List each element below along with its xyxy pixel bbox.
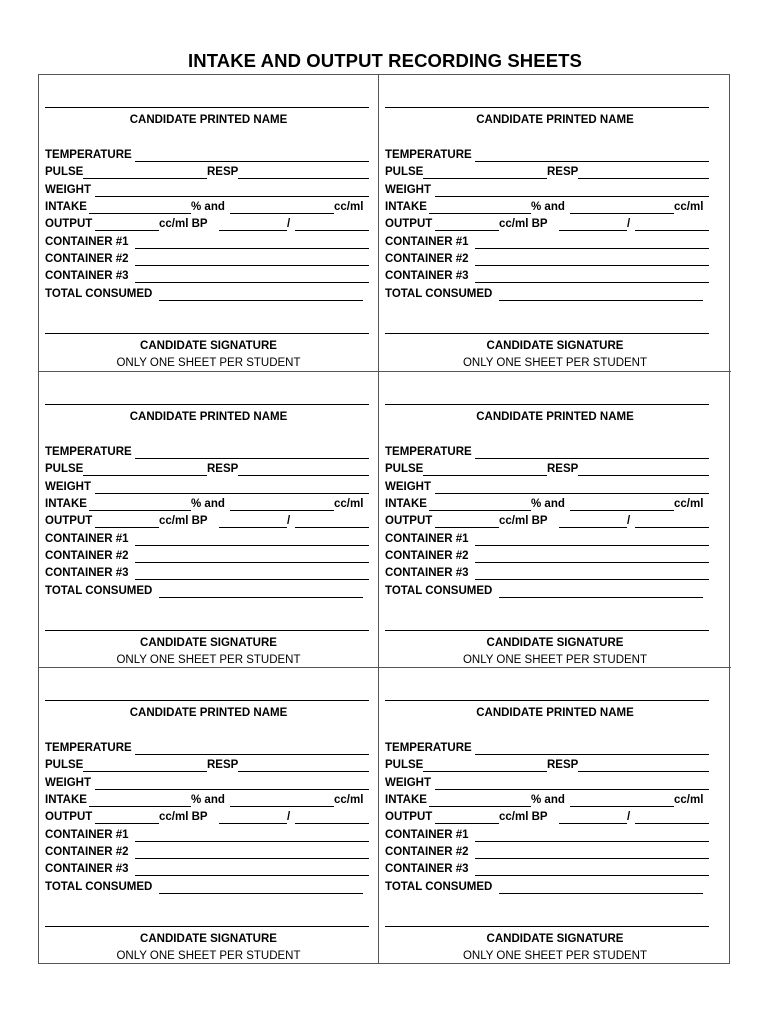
weight-row (385, 775, 709, 792)
intake-ccml-label: cc/ml (334, 498, 364, 510)
bp-systolic-field[interactable] (559, 823, 627, 824)
container2-label: CONTAINER #2 (385, 253, 469, 265)
container2-field[interactable] (475, 265, 709, 266)
weight-row (45, 479, 369, 496)
temperature-row (385, 740, 709, 757)
output-bp-row (45, 513, 369, 530)
weight-label: WEIGHT (385, 184, 431, 196)
intake-percent-field[interactable] (89, 213, 191, 214)
temperature-field[interactable] (475, 161, 709, 162)
output-bp-row (45, 809, 369, 826)
total-consumed-label: TOTAL CONSUMED (385, 288, 493, 300)
pulse-field[interactable] (423, 178, 547, 179)
weight-row (385, 479, 709, 496)
intake-percent-field[interactable] (429, 213, 531, 214)
signature-label: CANDIDATE SIGNATURE (140, 340, 277, 352)
output-ccml-bp-label: cc/ml BP (499, 811, 548, 823)
pulse-resp-row (45, 757, 369, 774)
total-consumed-label: TOTAL CONSUMED (385, 881, 493, 893)
weight-row (45, 182, 369, 199)
weight-label: WEIGHT (385, 777, 431, 789)
signature-line[interactable] (385, 926, 709, 927)
printed-name-label: CANDIDATE PRINTED NAME (476, 707, 634, 719)
intake-row (45, 199, 369, 216)
output-label: OUTPUT (45, 218, 93, 230)
intake-percent-field[interactable] (89, 806, 191, 807)
recording-card (39, 371, 379, 667)
total-consumed-field[interactable] (499, 893, 703, 894)
one-sheet-note: ONLY ONE SHEET PER STUDENT (462, 357, 648, 369)
container3-label: CONTAINER #3 (45, 567, 129, 579)
bp-systolic-field[interactable] (219, 230, 287, 231)
resp-label: RESP (547, 166, 579, 178)
output-label: OUTPUT (45, 811, 93, 823)
output-field[interactable] (435, 230, 499, 231)
weight-label: WEIGHT (45, 184, 91, 196)
container2-label: CONTAINER #2 (385, 846, 469, 858)
container3-field[interactable] (135, 282, 369, 283)
container1-row (385, 531, 709, 548)
temperature-field[interactable] (475, 458, 709, 459)
output-field[interactable] (95, 230, 159, 231)
container2-label: CONTAINER #2 (45, 253, 129, 265)
temperature-field[interactable] (135, 161, 369, 162)
pulse-label: PULSE (45, 463, 84, 475)
bp-systolic-field[interactable] (559, 230, 627, 231)
resp-label: RESP (207, 759, 239, 771)
container1-row (45, 531, 369, 548)
signature-line[interactable] (385, 630, 709, 631)
total-consumed-field[interactable] (499, 597, 703, 598)
bp-slash: / (287, 218, 291, 230)
total-consumed-row (45, 879, 369, 896)
container3-label: CONTAINER #3 (45, 270, 129, 282)
recording-card (379, 371, 731, 667)
bp-slash: / (287, 515, 291, 527)
container1-field[interactable] (475, 841, 709, 842)
intake-ccml-field[interactable] (230, 213, 334, 214)
intake-ccml-label: cc/ml (334, 794, 364, 806)
intake-ccml-label: cc/ml (674, 498, 704, 510)
container1-field[interactable] (475, 248, 709, 249)
one-sheet-note: ONLY ONE SHEET PER STUDENT (462, 950, 648, 962)
output-field[interactable] (95, 823, 159, 824)
percent-and-label: % and (191, 794, 225, 806)
intake-ccml-field[interactable] (570, 510, 674, 511)
temperature-label: TEMPERATURE (385, 149, 472, 161)
container2-row (385, 548, 709, 565)
pulse-resp-row (45, 461, 369, 478)
output-bp-row (45, 216, 369, 233)
recording-card (39, 667, 379, 963)
pulse-resp-row (385, 164, 709, 181)
intake-ccml-field[interactable] (230, 510, 334, 511)
signature-line[interactable] (385, 333, 709, 334)
recording-card (379, 667, 731, 963)
resp-field[interactable] (578, 475, 709, 476)
signature-line[interactable] (45, 630, 369, 631)
bp-systolic-field[interactable] (559, 527, 627, 528)
resp-label: RESP (207, 166, 239, 178)
signature-label: CANDIDATE SIGNATURE (140, 933, 277, 945)
printed-name-line[interactable] (45, 700, 369, 701)
total-consumed-label: TOTAL CONSUMED (385, 585, 493, 597)
printed-name-label: CANDIDATE PRINTED NAME (476, 411, 634, 423)
weight-field[interactable] (95, 493, 369, 494)
total-consumed-field[interactable] (159, 597, 363, 598)
container1-row (385, 827, 709, 844)
pulse-resp-row (45, 164, 369, 181)
intake-label: INTAKE (385, 794, 427, 806)
temperature-label: TEMPERATURE (45, 446, 132, 458)
recording-sheet-grid (38, 74, 730, 964)
temperature-row (385, 444, 709, 461)
bp-slash: / (627, 218, 631, 230)
total-consumed-label: TOTAL CONSUMED (45, 288, 153, 300)
container1-label: CONTAINER #1 (45, 829, 129, 841)
intake-label: INTAKE (45, 201, 87, 213)
container2-field[interactable] (475, 858, 709, 859)
intake-percent-field[interactable] (89, 510, 191, 511)
container1-field[interactable] (135, 545, 369, 546)
weight-row (385, 182, 709, 199)
pulse-field[interactable] (83, 475, 207, 476)
intake-ccml-field[interactable] (570, 213, 674, 214)
container3-field[interactable] (475, 282, 709, 283)
pulse-label: PULSE (385, 759, 424, 771)
printed-name-label: CANDIDATE PRINTED NAME (129, 707, 288, 719)
container3-field[interactable] (135, 579, 369, 580)
intake-ccml-label: cc/ml (334, 201, 364, 213)
intake-row (45, 496, 369, 513)
container3-row (45, 565, 369, 582)
one-sheet-note: ONLY ONE SHEET PER STUDENT (116, 654, 301, 666)
container2-field[interactable] (135, 858, 369, 859)
resp-field[interactable] (578, 178, 709, 179)
printed-name-label: CANDIDATE PRINTED NAME (129, 114, 288, 126)
pulse-field[interactable] (423, 475, 547, 476)
intake-row (385, 496, 709, 513)
bp-slash: / (287, 811, 291, 823)
container3-row (385, 268, 709, 285)
total-consumed-row (385, 879, 709, 896)
total-consumed-label: TOTAL CONSUMED (45, 585, 153, 597)
container1-label: CONTAINER #1 (385, 236, 469, 248)
output-ccml-bp-label: cc/ml BP (499, 218, 548, 230)
container3-label: CONTAINER #3 (45, 863, 129, 875)
temperature-row (385, 147, 709, 164)
intake-label: INTAKE (385, 498, 427, 510)
pulse-field[interactable] (423, 771, 547, 772)
printed-name-line[interactable] (385, 404, 709, 405)
weight-label: WEIGHT (385, 481, 431, 493)
output-ccml-bp-label: cc/ml BP (159, 218, 208, 230)
temperature-field[interactable] (135, 754, 369, 755)
temperature-field[interactable] (135, 458, 369, 459)
intake-ccml-field[interactable] (230, 806, 334, 807)
temperature-row (45, 740, 369, 757)
container1-row (385, 234, 709, 251)
weight-row (45, 775, 369, 792)
intake-label: INTAKE (45, 498, 87, 510)
temperature-field[interactable] (475, 754, 709, 755)
container3-label: CONTAINER #3 (385, 567, 469, 579)
container1-field[interactable] (475, 545, 709, 546)
total-consumed-field[interactable] (499, 300, 703, 301)
percent-and-label: % and (191, 201, 225, 213)
signature-label: CANDIDATE SIGNATURE (486, 933, 624, 945)
temperature-label: TEMPERATURE (45, 149, 132, 161)
total-consumed-row (45, 583, 369, 600)
container2-label: CONTAINER #2 (45, 550, 129, 562)
output-ccml-bp-label: cc/ml BP (159, 811, 208, 823)
container2-row (45, 251, 369, 268)
output-label: OUTPUT (385, 515, 433, 527)
resp-label: RESP (207, 463, 239, 475)
container1-label: CONTAINER #1 (45, 236, 129, 248)
weight-field[interactable] (95, 789, 369, 790)
bp-systolic-field[interactable] (219, 527, 287, 528)
printed-name-line[interactable] (45, 107, 369, 108)
container3-field[interactable] (475, 579, 709, 580)
pulse-label: PULSE (45, 759, 84, 771)
one-sheet-note: ONLY ONE SHEET PER STUDENT (462, 654, 648, 666)
output-bp-row (385, 809, 709, 826)
container2-row (45, 844, 369, 861)
recording-card (39, 75, 379, 371)
printed-name-label: CANDIDATE PRINTED NAME (476, 114, 634, 126)
container3-field[interactable] (135, 875, 369, 876)
weight-field[interactable] (435, 789, 709, 790)
output-bp-row (385, 216, 709, 233)
printed-name-line[interactable] (385, 107, 709, 108)
percent-and-label: % and (191, 498, 225, 510)
weight-field[interactable] (435, 196, 709, 197)
bp-diastolic-field[interactable] (295, 527, 369, 528)
container3-row (45, 268, 369, 285)
bp-systolic-field[interactable] (219, 823, 287, 824)
recording-card (379, 75, 731, 371)
resp-field[interactable] (238, 178, 369, 179)
intake-percent-field[interactable] (429, 806, 531, 807)
weight-field[interactable] (95, 196, 369, 197)
page-title: INTAKE AND OUTPUT RECORDING SHEETS (188, 50, 582, 71)
intake-row (45, 792, 369, 809)
container3-label: CONTAINER #3 (385, 270, 469, 282)
pulse-label: PULSE (385, 463, 424, 475)
signature-label: CANDIDATE SIGNATURE (486, 340, 624, 352)
container3-row (45, 861, 369, 878)
container3-label: CONTAINER #3 (385, 863, 469, 875)
container1-label: CONTAINER #1 (385, 533, 469, 545)
signature-line[interactable] (45, 333, 369, 334)
resp-field[interactable] (578, 771, 709, 772)
weight-label: WEIGHT (45, 777, 91, 789)
container2-field[interactable] (135, 562, 369, 563)
output-ccml-bp-label: cc/ml BP (159, 515, 208, 527)
pulse-label: PULSE (385, 166, 424, 178)
one-sheet-note: ONLY ONE SHEET PER STUDENT (116, 950, 301, 962)
container3-field[interactable] (475, 875, 709, 876)
total-consumed-field[interactable] (159, 893, 363, 894)
container3-row (385, 861, 709, 878)
intake-ccml-label: cc/ml (674, 201, 704, 213)
one-sheet-note: ONLY ONE SHEET PER STUDENT (116, 357, 301, 369)
output-label: OUTPUT (385, 811, 433, 823)
intake-row (385, 199, 709, 216)
temperature-row (45, 444, 369, 461)
total-consumed-row (385, 583, 709, 600)
temperature-label: TEMPERATURE (385, 446, 472, 458)
container1-field[interactable] (135, 841, 369, 842)
output-bp-row (385, 513, 709, 530)
printed-name-line[interactable] (385, 700, 709, 701)
percent-and-label: % and (531, 794, 565, 806)
bp-diastolic-field[interactable] (295, 230, 369, 231)
bp-diastolic-field[interactable] (635, 823, 709, 824)
container3-row (385, 565, 709, 582)
container2-row (45, 548, 369, 565)
container2-field[interactable] (135, 265, 369, 266)
temperature-row (45, 147, 369, 164)
container2-label: CONTAINER #2 (385, 550, 469, 562)
output-field[interactable] (435, 527, 499, 528)
total-consumed-label: TOTAL CONSUMED (45, 881, 153, 893)
intake-percent-field[interactable] (429, 510, 531, 511)
weight-field[interactable] (435, 493, 709, 494)
pulse-resp-row (385, 757, 709, 774)
weight-label: WEIGHT (45, 481, 91, 493)
signature-label: CANDIDATE SIGNATURE (140, 637, 277, 649)
signature-line[interactable] (45, 926, 369, 927)
bp-diastolic-field[interactable] (635, 230, 709, 231)
container1-row (45, 234, 369, 251)
resp-field[interactable] (238, 771, 369, 772)
printed-name-line[interactable] (45, 404, 369, 405)
pulse-resp-row (385, 461, 709, 478)
temperature-label: TEMPERATURE (385, 742, 472, 754)
total-consumed-row (45, 286, 369, 303)
pulse-field[interactable] (83, 178, 207, 179)
signature-label: CANDIDATE SIGNATURE (486, 637, 624, 649)
printed-name-label: CANDIDATE PRINTED NAME (129, 411, 288, 423)
intake-label: INTAKE (45, 794, 87, 806)
intake-ccml-field[interactable] (570, 806, 674, 807)
pulse-field[interactable] (83, 771, 207, 772)
pulse-label: PULSE (45, 166, 84, 178)
total-consumed-row (385, 286, 709, 303)
container1-label: CONTAINER #1 (45, 533, 129, 545)
container2-field[interactable] (475, 562, 709, 563)
temperature-label: TEMPERATURE (45, 742, 132, 754)
intake-label: INTAKE (385, 201, 427, 213)
intake-ccml-label: cc/ml (674, 794, 704, 806)
resp-label: RESP (547, 759, 579, 771)
output-field[interactable] (95, 527, 159, 528)
bp-diastolic-field[interactable] (635, 527, 709, 528)
container1-row (45, 827, 369, 844)
container2-row (385, 251, 709, 268)
container2-row (385, 844, 709, 861)
container2-label: CONTAINER #2 (45, 846, 129, 858)
container1-field[interactable] (135, 248, 369, 249)
intake-row (385, 792, 709, 809)
resp-label: RESP (547, 463, 579, 475)
output-label: OUTPUT (45, 515, 93, 527)
output-label: OUTPUT (385, 218, 433, 230)
percent-and-label: % and (531, 498, 565, 510)
container1-label: CONTAINER #1 (385, 829, 469, 841)
total-consumed-field[interactable] (159, 300, 363, 301)
resp-field[interactable] (238, 475, 369, 476)
percent-and-label: % and (531, 201, 565, 213)
bp-slash: / (627, 515, 631, 527)
bp-diastolic-field[interactable] (295, 823, 369, 824)
output-field[interactable] (435, 823, 499, 824)
bp-slash: / (627, 811, 631, 823)
output-ccml-bp-label: cc/ml BP (499, 515, 548, 527)
